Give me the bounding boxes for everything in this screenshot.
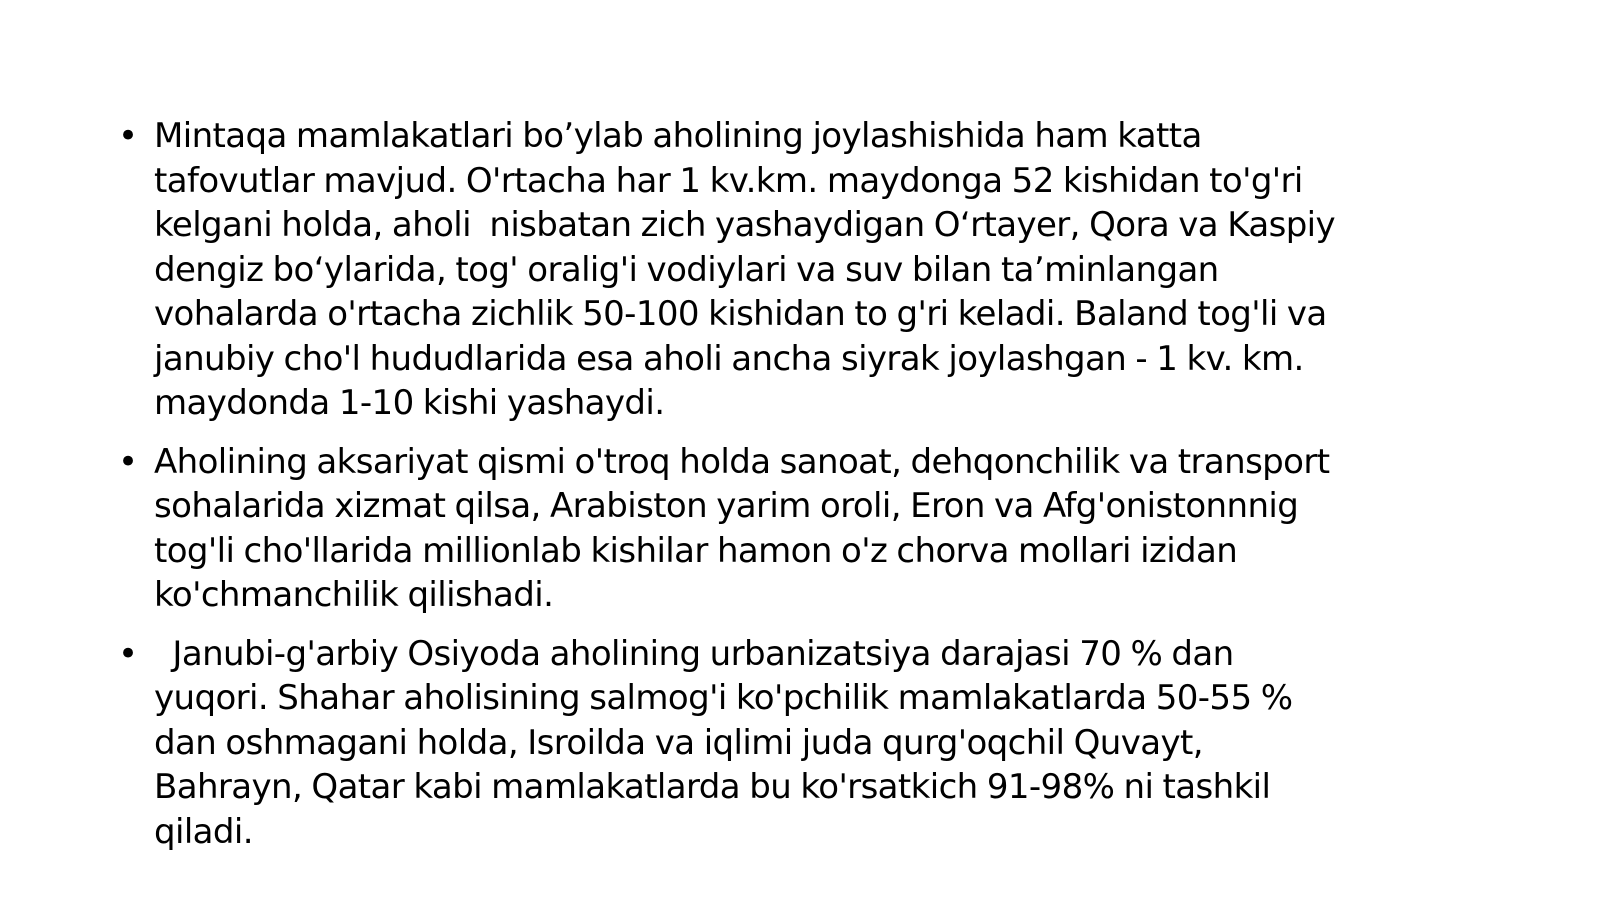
bullet-text-line: Aholining aksariyat qismi o'troq holda sanoat, dehqonchilik va transport xyxy=(154,441,1330,482)
bullet-text-line: Janubi-g'arbiy Osiyoda aholining urbanizatsiya darajasi 70 % dan xyxy=(154,633,1234,674)
bullet-dot: • xyxy=(118,441,138,482)
bullet-text-line: tafovutlar mavjud. O'rtacha har 1 kv.km. maydonga 52 kishidan to'g'ri xyxy=(154,160,1303,201)
bullet-text-line: dan oshmagani holda, Isroilda va iqlimi juda qurg'oqchil Quvayt, xyxy=(154,722,1203,763)
bullet-dot: • xyxy=(118,116,138,156)
bullet-text-line: kelgani holda, aholi nisbatan zich yashaydigan O‘rtayer, Qora va Kaspiy xyxy=(154,205,1336,245)
bullet-text-line: yuqori. Shahar aholisining salmog'i ko'pchilik mamlakatlarda 50-55 % xyxy=(154,678,1293,718)
bullet-item-2 xyxy=(118,440,1488,618)
bullet-text-line: Bahrayn, Qatar kabi mamlakatlarda bu ko'rsatkich 91-98% ni tashkil xyxy=(154,767,1271,807)
bullet-text-line: vohalarda o'rtacha zichlik 50-100 kishidan to g'ri keladi. Baland tog'li va xyxy=(154,294,1327,334)
bullet-text-line: qiladi. xyxy=(154,811,253,852)
bullet-dot: • xyxy=(118,633,138,674)
bullet-text-line: dengiz bo‘ylarida, tog' oralig'i vodiylari va suv bilan ta’minlangan xyxy=(154,249,1219,290)
bullet-text-line: janubiy cho'l hududlarida esa aholi ancha siyrak joylashgan - 1 kv. km. xyxy=(154,338,1304,379)
bullet-text-line: sohalarida xizmat qilsa, Arabiston yarim oroli, Eron va Afg'onistonnnig xyxy=(154,486,1299,526)
bullet-text-line: maydonda 1-10 kishi yashaydi. xyxy=(154,383,665,423)
bullet-text-line: tog'li cho'llarida millionlab kishilar hamon o'z chorva mollari izidan xyxy=(154,530,1238,571)
bullet-item-3 xyxy=(118,632,1488,855)
bullet-text-line: Mintaqa mamlakatlari bo’ylab aholining joylashishida ham katta xyxy=(154,116,1202,156)
bullet-item-1 xyxy=(118,114,1488,426)
bullet-list xyxy=(118,114,1488,868)
bullet-text-line: ko'chmanchilik qilishadi. xyxy=(154,575,554,615)
